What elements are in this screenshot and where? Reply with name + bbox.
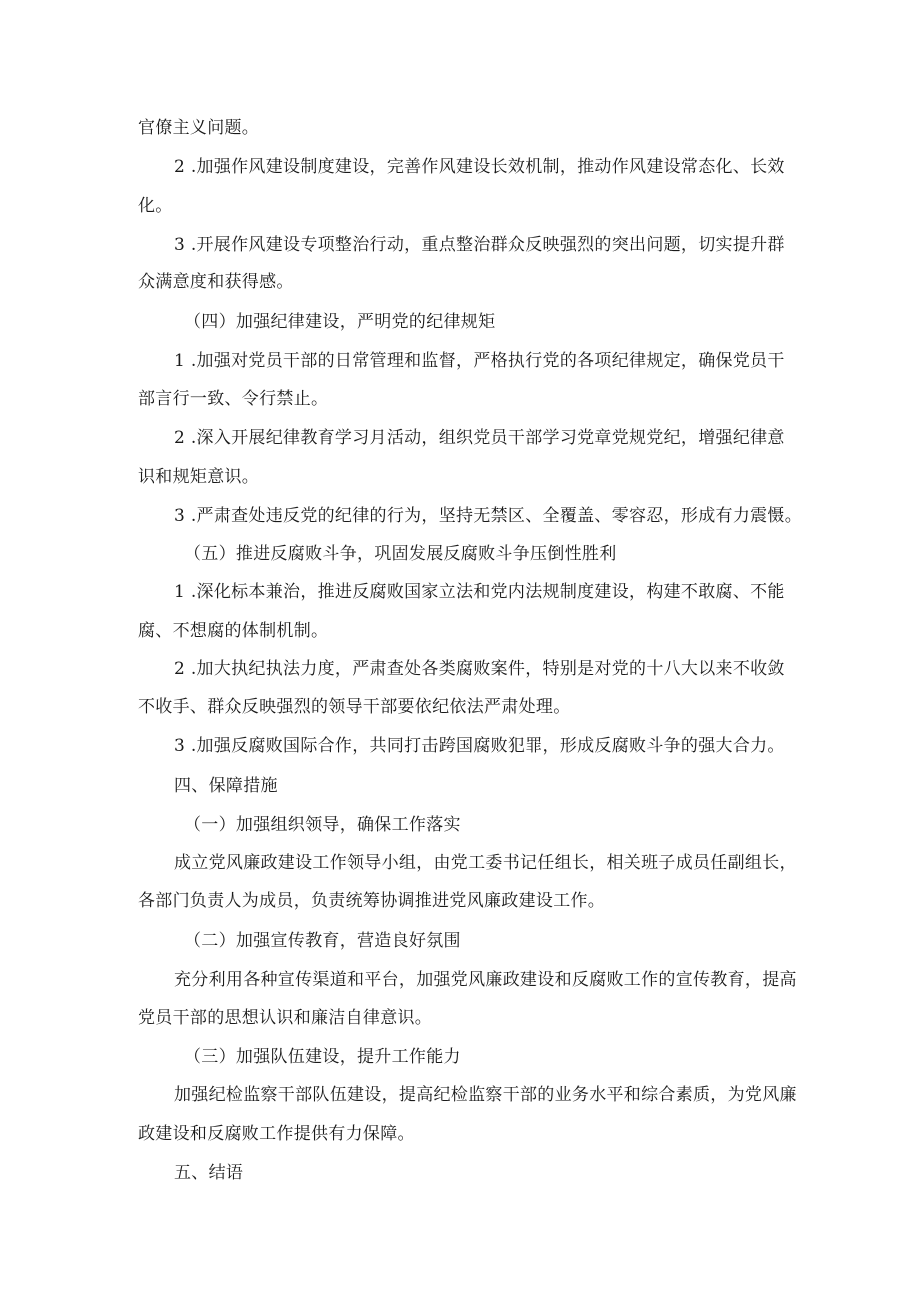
- list-item-line: 1 .深化标本兼治，推进反腐败国家立法和党内法规制度建设，构建不敢腐、不能: [174, 582, 785, 602]
- paragraph-line: 不收手、群众反映强烈的领导干部要依纪依法严肃处理。: [138, 697, 571, 717]
- paragraph-line: 部言行一致、令行禁止。: [138, 389, 329, 409]
- list-item-line: 2 .加大执纪执法力度，严肃查处各类腐败案件，特别是对党的十八大以来不收敛: [174, 659, 785, 679]
- paragraph-line: 腐、不想腐的体制机制。: [138, 621, 329, 641]
- paragraph-line: 加强纪检监察干部队伍建设，提高纪检监察干部的业务水平和综合素质，为党风廉: [174, 1085, 797, 1105]
- list-item-line: 2 .加强作风建设制度建设，完善作风建设长效机制，推动作风建设常态化、长效: [174, 157, 785, 177]
- list-item-line: 3 .加强反腐败国际合作，共同打击跨国腐败犯罪，形成反腐败斗争的强大合力。: [174, 736, 785, 756]
- chapter-heading: 四、保障措施: [174, 776, 278, 796]
- paragraph-line: 成立党风廉政建设工作领导小组，由党工委书记任组长，相关班子成员任副组长，: [174, 853, 797, 873]
- list-item-line: 3 .严肃查处违反党的纪律的行为，坚持无禁区、全覆盖、零容忍，形成有力震慑。: [174, 506, 803, 526]
- list-item-line: 3 .开展作风建设专项整治行动，重点整治群众反映强烈的突出问题，切实提升群: [174, 235, 785, 255]
- section-heading: （四）加强纪律建设，严明党的纪律规矩: [184, 312, 496, 332]
- paragraph-line: 政建设和反腐败工作提供有力保障。: [138, 1124, 415, 1144]
- list-item-line: 2 .深入开展纪律教育学习月活动，组织党员干部学习党章党规党纪，增强纪律意: [174, 428, 785, 448]
- paragraph-line: 充分利用各种宣传渠道和平台，加强党风廉政建设和反腐败工作的宣传教育，提高: [174, 970, 797, 990]
- chapter-heading: 五、结语: [174, 1163, 244, 1183]
- paragraph-line: 各部门负责人为成员，负责统筹协调推进党风廉政建设工作。: [138, 891, 606, 911]
- paragraph-line: 官僚主义问题。: [138, 118, 260, 138]
- section-heading: （一）加强组织领导，确保工作落实: [184, 815, 461, 835]
- paragraph-line: 识和规矩意识。: [138, 467, 260, 487]
- paragraph-line: 众满意度和获得感。: [138, 272, 294, 292]
- section-heading: （五）推进反腐败斗争，巩固发展反腐败斗争压倒性胜利: [184, 544, 617, 564]
- section-heading: （二）加强宣传教育，营造良好氛围: [184, 931, 461, 951]
- paragraph-line: 党员干部的思想认识和廉洁自律意识。: [138, 1008, 433, 1028]
- section-heading: （三）加强队伍建设，提升工作能力: [184, 1047, 461, 1067]
- list-item-line: 1 .加强对党员干部的日常管理和监督，严格执行党的各项纪律规定，确保党员干: [174, 351, 785, 371]
- paragraph-line: 化。: [138, 196, 173, 216]
